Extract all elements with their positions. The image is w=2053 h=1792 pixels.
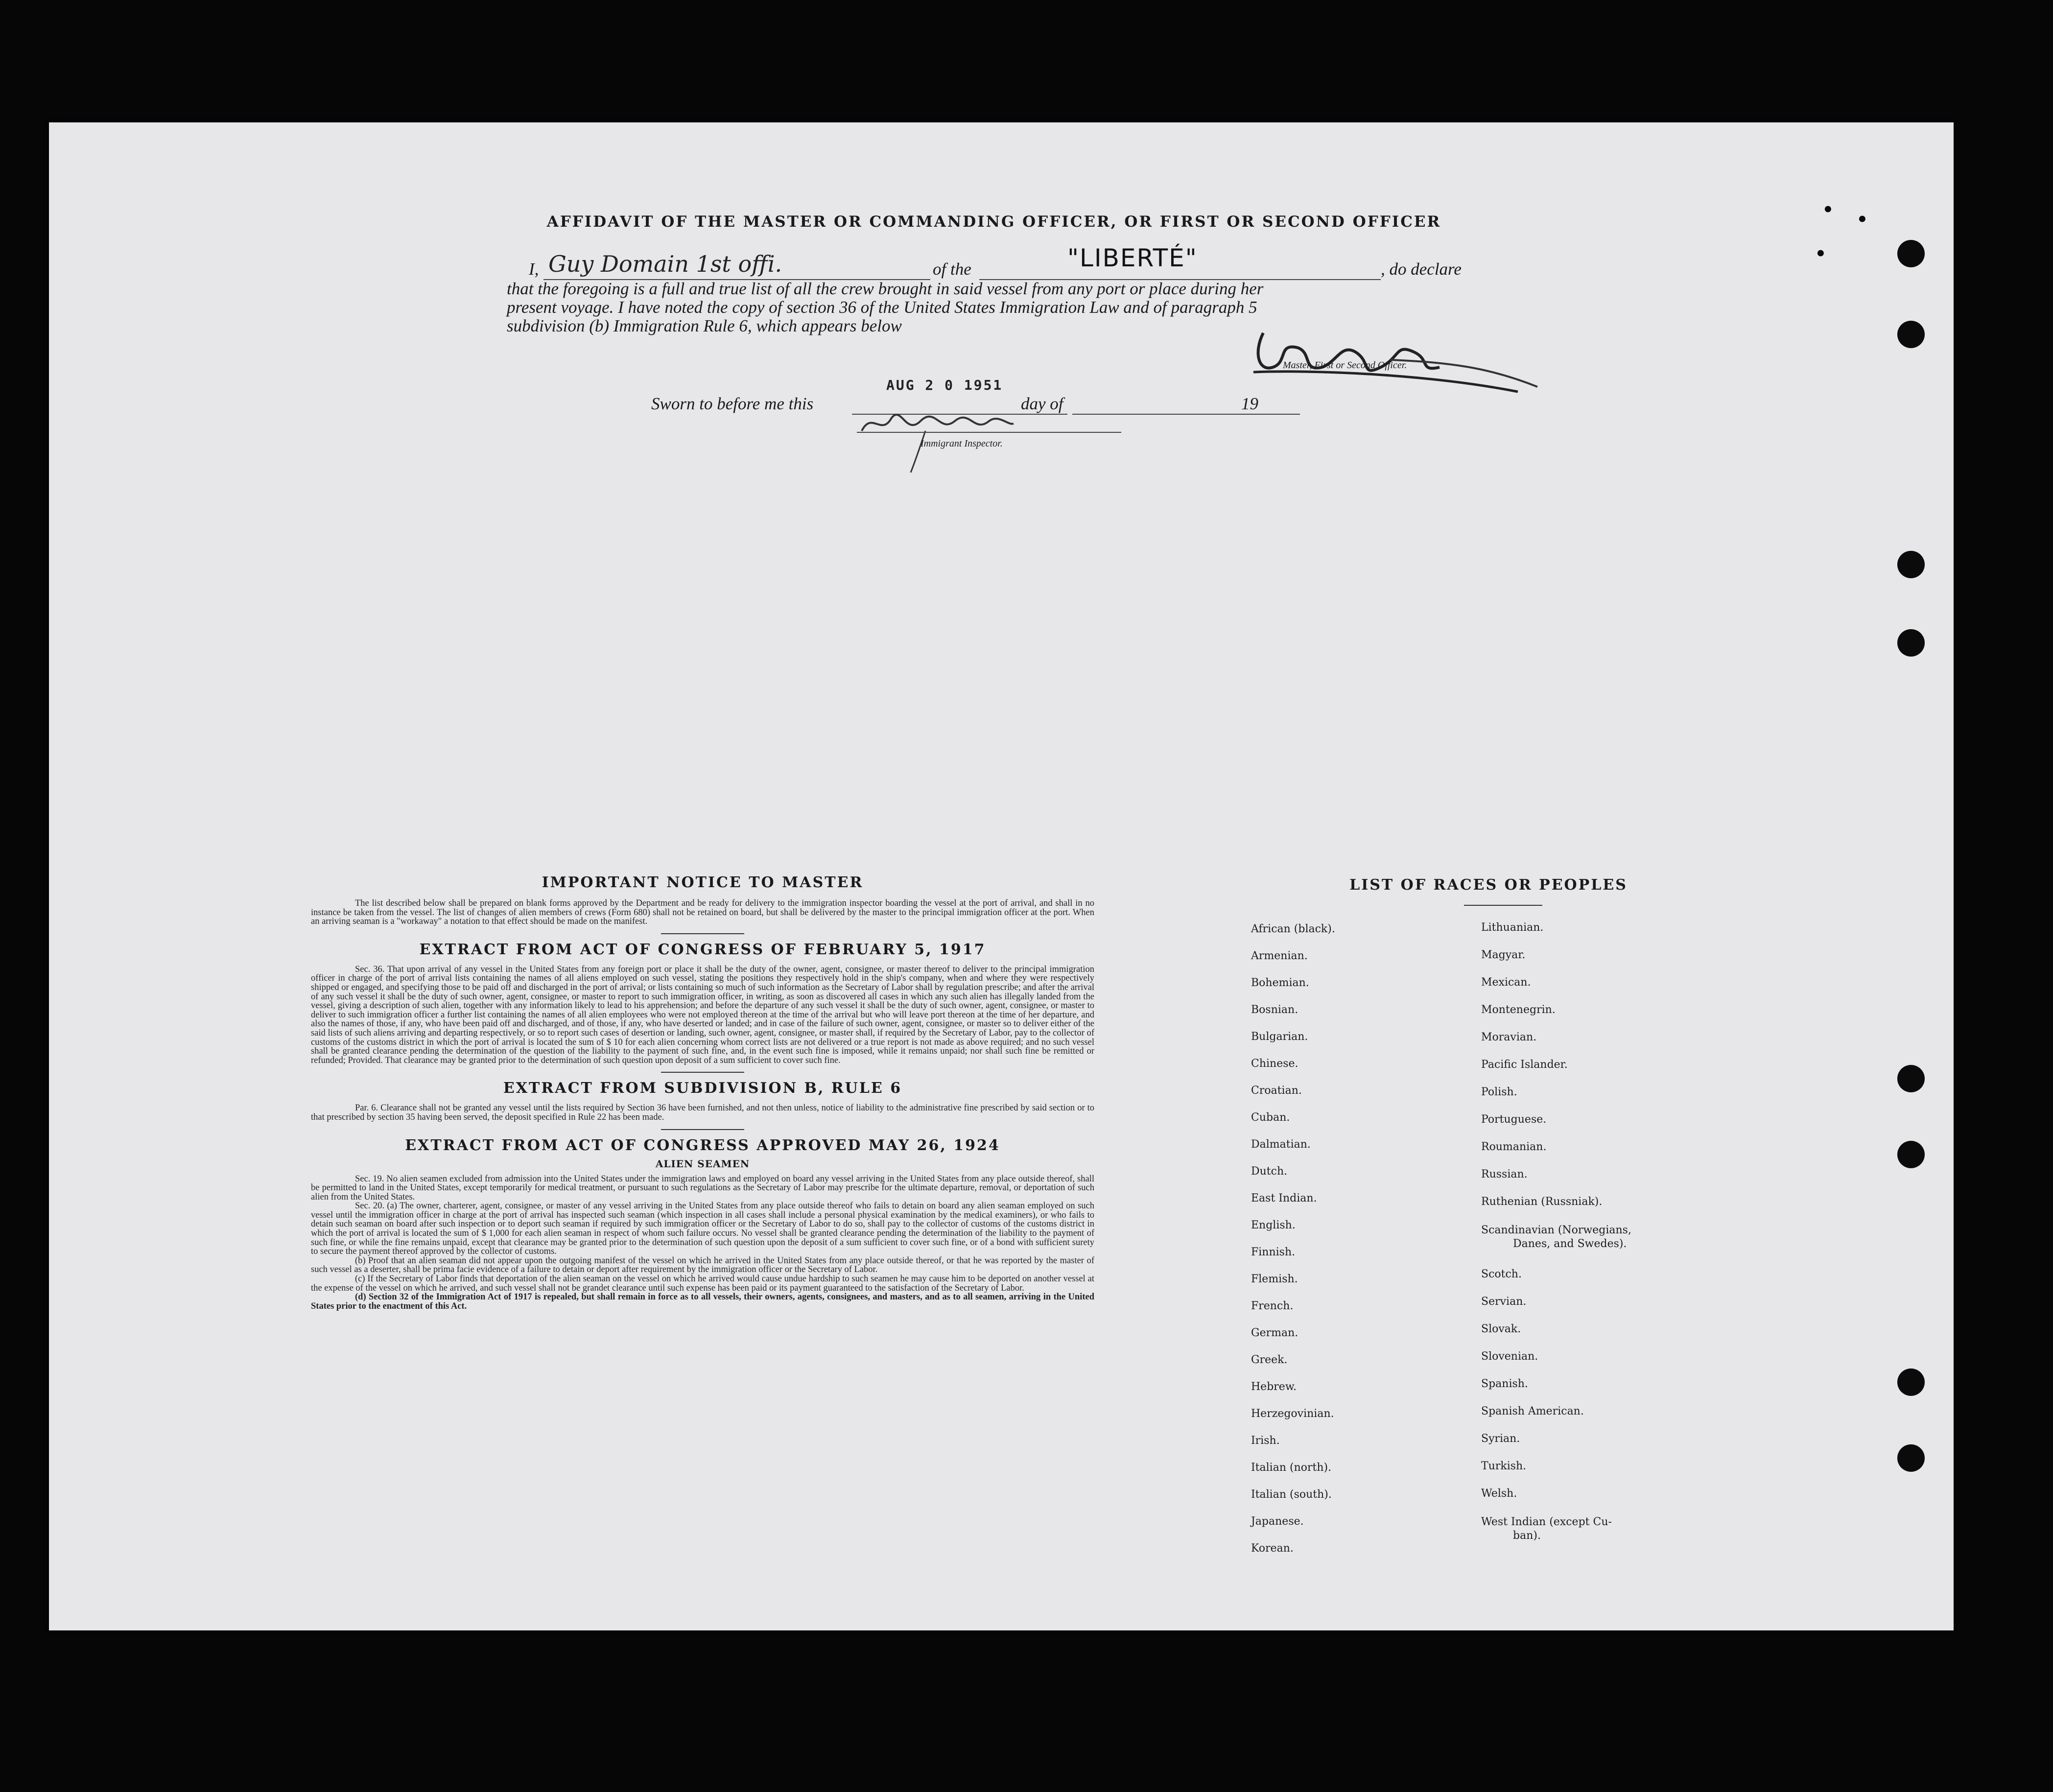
race-left-item: Dalmatian. (1251, 1138, 1311, 1151)
race-right-item: Russian. (1481, 1168, 1528, 1180)
punch-hole (1897, 1444, 1925, 1472)
race-right-item: Scotch. (1481, 1268, 1522, 1280)
race-right-item: Slovak. (1481, 1323, 1521, 1335)
affidavit-line-2: that the foregoing is a full and true list of all the crew brought in said vessel from any port or place during her (507, 279, 1264, 298)
race-right-item: Slovenian. (1481, 1350, 1538, 1363)
affidavit-i: I, (529, 259, 539, 279)
race-right-item: Syrian. (1481, 1433, 1520, 1445)
race-left-item: English. (1251, 1219, 1296, 1231)
race-left-item: Cuban. (1251, 1111, 1290, 1124)
race-right-item: Moravian. (1481, 1031, 1537, 1043)
race-left-item: Japanese. (1251, 1515, 1304, 1528)
ship-name: "LIBERTÉ" (1067, 244, 1198, 272)
race-right-item: Servian. (1481, 1296, 1527, 1308)
race-left-item: Chinese. (1251, 1058, 1298, 1070)
race-left-item: Irish. (1251, 1435, 1280, 1447)
extract-1924-sec19: Sec. 19. No alien seamen excluded from admission into the United States under the immigration laws and employed on board any vessel arriving in the United States from any place outside thereof, shall be permitted to land in the United States, except temporarily for medical treatment, or pursuant to such regulations as the Secretary of Labor may prescribe for the ultimate departure, removal, or deportation of such alien from the United States. (311, 1174, 1094, 1202)
extract-1917-text: Sec. 36. That upon arrival of any vessel in the United States from any foreign port or place it shall be the duty of the owner, agent, consignee, or master thereof to deliver to the principal immigration officer in charge of the port of arrival lists containing the names of all aliens employed on such vessel, stating the positions they respectively hold in the ship's company, when and where they were respectively shipped or engaged, and specifying those to be paid off and discharged in the port of arrival; or lists containing so much of such information as the Secretary of Labor shall by regulation prescribe; and after the arrival of any such vessel it shall be the duty of such owner, agent, consignee, or master to report to such immigration officer, in writing, as soon as discovered all cases in which any such alien has illegally landed from the vessel, giving a description of such alien, together with any information likely to lead to his apprehension; and before the departure of any such vessel it shall be the duty of such owner, agent, consignee, or master to deliver to such immigration officer a further list containing the names of all alien employees who were not employed thereon at the time of the arrival but who will leave port thereon at the time of her departure, and also the names of those, if any, who have been paid off and discharged, and of those, if any, who have deserted or landed; and in case of the failure of such owner, agent, consignee, or master so to deliver either of the said lists of such aliens arriving and departing respectively, or so to report such cases of desertion or landing, such owner, agent, consignee, or master shall, if required by the Secretary of Labor, pay to the collector of customs of the customs district in which the port of arrival is located the sum of $ 10 for each alien concerning whom correct lists are not delivered or a true report is not made as above required; and no such vessel shall be granted clearance pending the determination of the question of the liability to the payment of such fine, and, in the event such fine is imposed, while it remains unpaid; nor shall such fine be remitted or refunded; Provided. That clearance may be granted prior to the determination of such question upon deposit of a sum sufficient to cover such fine. (311, 964, 1094, 1065)
race-left-item: Italian (north). (1251, 1462, 1332, 1474)
race-left-item: Flemish. (1251, 1273, 1298, 1285)
date-stamp: AUG 2 0 1951 (886, 377, 1003, 393)
race-right-item: Roumanian. (1481, 1141, 1547, 1153)
punch-hole (1897, 321, 1925, 348)
race-left-item: Bohemian. (1251, 977, 1309, 989)
race-left-item: Dutch. (1251, 1165, 1288, 1178)
race-left-item: Korean. (1251, 1542, 1294, 1555)
race-right-item: Ruthenian (Russniak). (1481, 1196, 1603, 1208)
race-left-item: Greek. (1251, 1354, 1288, 1366)
affidavit-declare: , do declare (1381, 259, 1462, 279)
officer-signature (1244, 313, 1547, 397)
notice-text: The list described below shall be prepared on blank forms approved by the Department and be ready for delivery to the immigration inspector boarding the vessel at the port of arrival, and shall in no instance be taken from the vessel. The list of changes of alien members of crews (Form 680) shall not be retained on board, but shall be delivered by the master to the principal immigration officer at the port. When an arriving seaman is a "workaway" a notation to that effect should be made on the manifest. (311, 898, 1094, 927)
alien-seamen-subtitle: ALIEN SEAMEN (655, 1157, 750, 1170)
ink-mark: • (1824, 196, 1832, 222)
race-right-item: Welsh. (1481, 1487, 1517, 1500)
extract-1924-sec20a: Sec. 20. (a) The owner, charterer, agent, consignee, or master of any vessel arriving in the United States from any place outside thereof who fails to detain on board any alien seaman employed on such vessel until the immigration officer in charge at the port of arrival has inspected such seaman (which inspection in all cases shall include a personal physical examination by the medical examiners), or who fails to detain such seaman on board after such inspection or to deport such seaman if required by such immigration officer or the Secretary of Labor to do so, shall pay to the collector of customs of the customs district in which the port of arrival is located the sum of $ 1,000 for each alien seaman in respect of whom such failure occurs. No vessel shall be granted clearance pending the determination of the liability to the payment of such fine, or while the fine remains unpaid, except that clearance may be granted prior to the determination of such question upon the deposit of a sum sufficient to cover such fine, or of a bond with sufficient surety to secure the payment thereof approved by the collector of customs. (311, 1201, 1094, 1257)
punch-hole (1897, 1368, 1925, 1396)
race-left-item: Croatian. (1251, 1085, 1302, 1097)
officer-signature-label: Master, First or Second Officer. (1283, 360, 1407, 371)
punch-hole (1897, 1065, 1925, 1092)
divider (661, 1072, 744, 1073)
race-left-item: Finnish. (1251, 1246, 1296, 1258)
race-right-item: Turkish. (1481, 1460, 1527, 1472)
extract-rule6-text: Par. 6. Clearance shall not be granted any vessel until the lists required by Section 36 have been furnished, and not then unless, notice of liability to the administrative fine prescribed by said section or to that prescribed by section 35 having been served, the deposit specified in Rule 22 has been made. (311, 1103, 1094, 1122)
extract-1917-title: EXTRACT FROM ACT OF CONGRESS OF FEBRUARY 5, 1917 (419, 941, 986, 958)
affidavit-line-3: present voyage. I have noted the copy of section 36 of the United States Immigration Law and of paragraph 5 (507, 298, 1257, 317)
race-right-item: Portuguese. (1481, 1113, 1547, 1126)
race-left-item: Italian (south). (1251, 1488, 1332, 1501)
extract-1924-sec20c: (c) If the Secretary of Labor finds that deportation of the alien seaman on the vessel on which he arrived would cause undue hardship to such seamen he may cause him to be deported on another vessel at the expense of the vessel on which he arrived, and such vessel shall not be grandet clearance until such expense has been paid or its payment guaranteed to the satisfaction of the Secretary of Labor. (311, 1274, 1094, 1293)
race-right-item: ban). (1513, 1530, 1541, 1542)
race-left-item: Hebrew. (1251, 1381, 1297, 1393)
race-right-item: Montenegrin. (1481, 1004, 1556, 1016)
sworn-day-of: day of (1021, 394, 1063, 413)
punch-hole (1897, 1141, 1925, 1168)
race-left-item: Herzegovinian. (1251, 1408, 1334, 1420)
race-left-item: East Indian. (1251, 1192, 1317, 1204)
race-right-item: Spanish. (1481, 1378, 1528, 1390)
race-right-item: Scandinavian (Norwegians, (1481, 1224, 1631, 1236)
ink-mark: • (1858, 206, 1866, 232)
race-right-item: Danes, and Swedes). (1513, 1238, 1627, 1250)
races-title: LIST OF RACES OR PEOPLES (1349, 876, 1628, 894)
race-left-item: German. (1251, 1327, 1298, 1339)
document-page (49, 122, 1954, 1630)
punch-hole (1897, 240, 1925, 267)
divider (661, 1129, 744, 1130)
inspector-label: Immigrant Inspector. (920, 438, 1003, 449)
extract-1924-title: EXTRACT FROM ACT OF CONGRESS APPROVED MAY 26, 1924 (405, 1136, 1000, 1154)
inspector-signature (852, 397, 1058, 475)
sworn-label: Sworn to before me this (651, 394, 814, 413)
inspector-line (857, 432, 1121, 433)
sworn-month-line (1072, 414, 1288, 415)
ink-mark: • (1817, 240, 1825, 266)
sworn-year-prefix: 19 (1241, 394, 1258, 413)
race-right-item: Lithuanian. (1481, 921, 1544, 934)
notice-title: IMPORTANT NOTICE TO MASTER (542, 874, 864, 891)
extract-1924-sec20b: (b) Proof that an alien seaman did not appear upon the outgoing manifest of the vessel on which he arrived in the United States from any place outside thereof, or that he was reported by the master of such vessel as a deserter, shall be prima facie evidence of a failure to detain or deport after requirement by the immigration officer or the Secretary of Labor. (311, 1255, 1094, 1275)
extract-rule6-title: EXTRACT FROM SUBDIVISION B, RULE 6 (503, 1080, 902, 1097)
race-right-item: West Indian (except Cu- (1481, 1516, 1612, 1528)
punch-hole (1897, 629, 1925, 657)
race-left-item: Bosnian. (1251, 1004, 1298, 1016)
affidavit-of-the: of the (933, 259, 971, 279)
affidavit-line-4: subdivision (b) Immigration Rule 6, which appears below (507, 316, 902, 335)
notice-column (311, 874, 1094, 1311)
race-right-item: Spanish American. (1481, 1405, 1584, 1417)
race-right-item: Mexican. (1481, 976, 1531, 989)
race-right-item: Magyar. (1481, 949, 1526, 961)
officer-name-handwritten: Guy Domain 1st offi. (548, 251, 782, 277)
race-left-item: Armenian. (1251, 950, 1308, 962)
race-right-item: Pacific Islander. (1481, 1059, 1568, 1071)
race-left-item: African (black). (1251, 923, 1335, 935)
sworn-year-line (1261, 414, 1300, 415)
races-divider (1464, 905, 1542, 906)
race-left-item: Bulgarian. (1251, 1031, 1308, 1043)
race-right-item: Polish. (1481, 1086, 1517, 1098)
race-left-item: French. (1251, 1300, 1294, 1312)
divider (661, 933, 744, 934)
extract-1924-sec20d: (d) Section 32 of the Immigration Act of 1917 is repealed, but shall remain in force as to all vessels, their owners, agents, consignees, and masters, and as to all seamen, arriving in the United States prior to the enactment of this Act. (311, 1292, 1094, 1311)
punch-hole (1897, 551, 1925, 578)
affidavit-heading: AFFIDAVIT OF THE MASTER OR COMMANDING OFFICER, OR FIRST OR SECOND OFFICER (546, 213, 1441, 231)
